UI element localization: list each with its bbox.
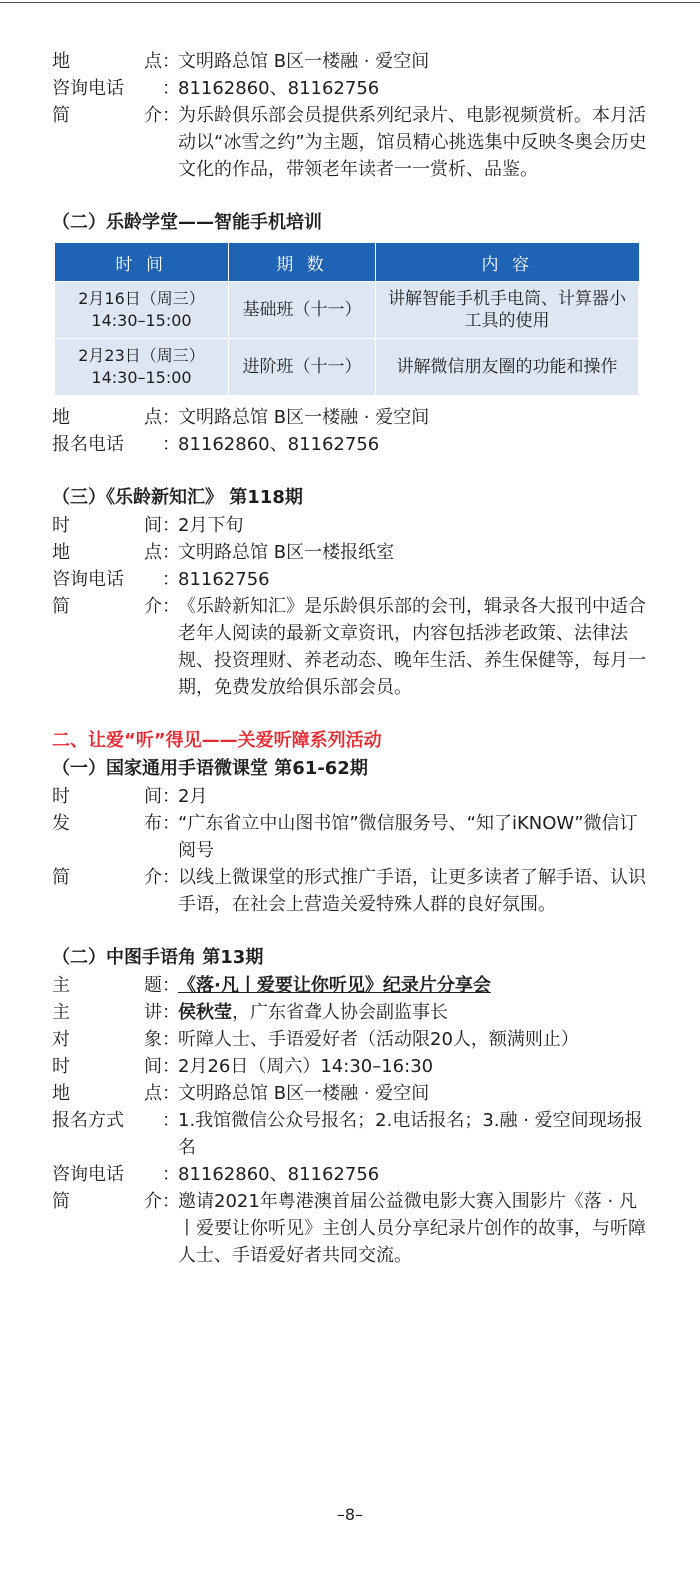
s4-sub2-location-row: 地 点 ： 文明路总馆 B区一楼融 · 爱空间 xyxy=(52,1080,652,1107)
table-header-row xyxy=(55,243,639,282)
s4-sub2-intro-value: 邀请2021年粤港澳首届公益微电影大赛入围影片《落 · 凡丨爱要让你听见》主创人员分享纪录片创作的故事，与听障人士、手语爱好者共同交流。 xyxy=(178,1191,646,1266)
label: 地 点 xyxy=(52,1083,162,1104)
label: 报名电话 xyxy=(52,434,124,455)
s1-phone-value: 81162860、81162756 xyxy=(178,78,380,99)
s4-sub1-intro-row: 简 介 ： 以线上微课堂的形式推广手语，让更多读者了解手语、认识手语，在社会上营造关爱特殊人群的良好氛围。 xyxy=(52,864,652,918)
header-content: 内 容 xyxy=(376,243,639,282)
s3-time-row: 时 间 ： 2月下旬 xyxy=(52,512,652,539)
label: 地 点 xyxy=(52,51,162,72)
s4-sub2-heading: （二）中图手语角 第13期 xyxy=(52,947,264,968)
s4-sub2-speaker-value: 侯秋莹，广东省聋人协会副监事长 xyxy=(178,1002,448,1023)
s4-sub1-publish-value: “广东省立中山图书馆”微信服务号、“知了iKNOW”微信订阅号 xyxy=(178,813,638,861)
s3-location-value: 文明路总馆 B区一楼报纸室 xyxy=(178,542,395,563)
table-row xyxy=(55,282,639,339)
s4-sub2-topic-value: 《落·凡丨爱要让你听见》纪录片分享会 xyxy=(178,975,491,996)
label: 报名方式 xyxy=(52,1110,124,1131)
label: 简 介 xyxy=(52,596,162,617)
label: 地 点 xyxy=(52,542,162,563)
section-heading-hearing: 二、让爱“听”得见——关爱听障系列活动 xyxy=(52,730,382,751)
s1-phone-row: 咨询电话 ： 81162860、81162756 xyxy=(52,75,652,102)
page-number: –8– xyxy=(336,1505,364,1524)
label: 咨询电话 xyxy=(52,569,124,590)
s3-intro-value: 《乐龄新知汇》是乐龄俱乐部的会刊，辑录各大报刊中适合老年人阅读的最新文章资讯，内容包括涉老政策、法律法规、投资理财、养老动态、晚年生活、养生保健等，每月一期，免费发放给俱乐部会员。 xyxy=(178,596,646,698)
label: 简 介 xyxy=(52,105,162,126)
s4-sub2-audience-row: 对 象 ： 听障人士、手语爱好者（活动限20人，额满则止） xyxy=(52,1026,652,1053)
s4-sub2-registration-value: 1.我馆微信公众号报名；2.电话报名；3.融 · 爱空间现场报名 xyxy=(178,1110,643,1158)
s3-heading: （三）《乐龄新知汇》 第118期 xyxy=(52,487,303,508)
s2-phone-value: 81162860、81162756 xyxy=(178,434,380,455)
table-cell-period: 进阶班（十一） xyxy=(229,339,376,396)
label: 咨询电话 xyxy=(52,1164,124,1185)
table-cell-content: 讲解智能手机手电筒、计算器小工具的使用 xyxy=(376,282,639,339)
s4-sub2-phone-value: 81162860、81162756 xyxy=(178,1164,380,1185)
header-time: 时 间 xyxy=(55,243,229,282)
table-cell-time: 2月23日（周三） 14:30–15:00 xyxy=(55,339,229,396)
s2-heading: （二）乐龄学堂——智能手机培训 xyxy=(52,212,322,233)
s4-sub1-intro-value: 以线上微课堂的形式推广手语，让更多读者了解手语、认识手语，在社会上营造关爱特殊人群的良好氛围。 xyxy=(178,867,646,915)
s4-sub1-time-row: 时 间 ： 2月 xyxy=(52,783,652,810)
s3-location-row: 地 点 ： 文明路总馆 B区一楼报纸室 xyxy=(52,539,652,566)
s4-sub1-publish-row: 发 布 ： “广东省立中山图书馆”微信服务号、“知了iKNOW”微信订阅号 xyxy=(52,810,652,864)
s3-phone-value: 81162756 xyxy=(178,569,270,590)
s2-location-row: 地 点 ： 文明路总馆 B区一楼融 · 爱空间 xyxy=(52,404,652,431)
top-rule xyxy=(0,2,700,3)
s4-sub2-registration-row: 报名方式 ： 1.我馆微信公众号报名；2.电话报名；3.融 · 爱空间现场报名 xyxy=(52,1107,652,1161)
label: 时 间 xyxy=(52,515,162,536)
s2-location-value: 文明路总馆 B区一楼融 · 爱空间 xyxy=(178,407,430,428)
s4-sub2-intro-row: 简 介 ： 邀请2021年粤港澳首届公益微电影大赛入围影片《落 · 凡丨爱要让你听见》主创人员分享纪录片创作的故事，与听障人士、手语爱好者共同交流。 xyxy=(52,1188,652,1269)
label: 主 题 xyxy=(52,975,162,996)
s1-location-row: 地 点 ： 文明路总馆 B区一楼融 · 爱空间 xyxy=(52,48,652,75)
label: 对 象 xyxy=(52,1029,162,1050)
table-row xyxy=(55,339,639,396)
s4-sub2-time-value: 2月26日（周六）14:30–16:30 xyxy=(178,1056,434,1077)
s4-sub2-time-row: 时 间 ： 2月26日（周六）14:30–16:30 xyxy=(52,1053,652,1080)
table-cell-content: 讲解微信朋友圈的功能和操作 xyxy=(376,339,639,396)
label: 简 介 xyxy=(52,867,162,888)
label: 发 布 xyxy=(52,813,162,834)
s4-sub2-speaker-row: 主 讲 ： 侯秋莹，广东省聋人协会副监事长 xyxy=(52,999,652,1026)
table-cell-time: 2月16日（周三） 14:30–15:00 xyxy=(55,282,229,339)
s1-location-value: 文明路总馆 B区一楼融 · 爱空间 xyxy=(178,51,430,72)
s2-phone-row: 报名电话 ： 81162860、81162756 xyxy=(52,431,652,458)
s3-phone-row: 咨询电话 ： 81162756 xyxy=(52,566,652,593)
label: 地 点 xyxy=(52,407,162,428)
s3-time-value: 2月下旬 xyxy=(178,515,244,536)
label: 时 间 xyxy=(52,1056,162,1077)
header-period: 期 数 xyxy=(229,243,376,282)
label: 简 介 xyxy=(52,1191,162,1212)
s4-sub1-time-value: 2月 xyxy=(178,786,208,807)
s4-sub2-location-value: 文明路总馆 B区一楼融 · 爱空间 xyxy=(178,1083,430,1104)
table-cell-period: 基础班（十一） xyxy=(229,282,376,339)
s1-intro-value: 为乐龄俱乐部会员提供系列纪录片、电影视频赏析。本月活动以“冰雪之约”为主题，馆员精心挑选集中反映冬奥会历史文化的作品，带领老年读者一一赏析、品鉴。 xyxy=(178,105,647,180)
s4-sub2-topic-row: 主 题 ： 《落·凡丨爱要让你听见》纪录片分享会 xyxy=(52,972,652,999)
s3-intro-row: 简 介 ： 《乐龄新知汇》是乐龄俱乐部的会刊，辑录各大报刊中适合老年人阅读的最新文章资讯，内容包括涉老政策、法律法规、投资理财、养老动态、晚年生活、养生保健等，每月一期，免费发放给俱乐部会员。 xyxy=(52,593,652,701)
s4-sub2-audience-value: 听障人士、手语爱好者（活动限20人，额满则止） xyxy=(178,1029,579,1050)
s4-sub1-heading: （一）国家通用手语微课堂 第61-62期 xyxy=(52,758,368,779)
label: 时 间 xyxy=(52,786,162,807)
page-content xyxy=(52,48,652,1269)
schedule-table xyxy=(54,243,639,396)
label: 主 讲 xyxy=(52,1002,162,1023)
label: 咨询电话 xyxy=(52,78,124,99)
s1-intro-row: 简 介 ： 为乐龄俱乐部会员提供系列纪录片、电影视频赏析。本月活动以“冰雪之约”为主题，馆员精心挑选集中反映冬奥会历史文化的作品，带领老年读者一一赏析、品鉴。 xyxy=(52,102,652,183)
s4-sub2-phone-row: 咨询电话 ： 81162860、81162756 xyxy=(52,1161,652,1188)
speaker-name: 侯秋莹 xyxy=(178,1002,232,1023)
